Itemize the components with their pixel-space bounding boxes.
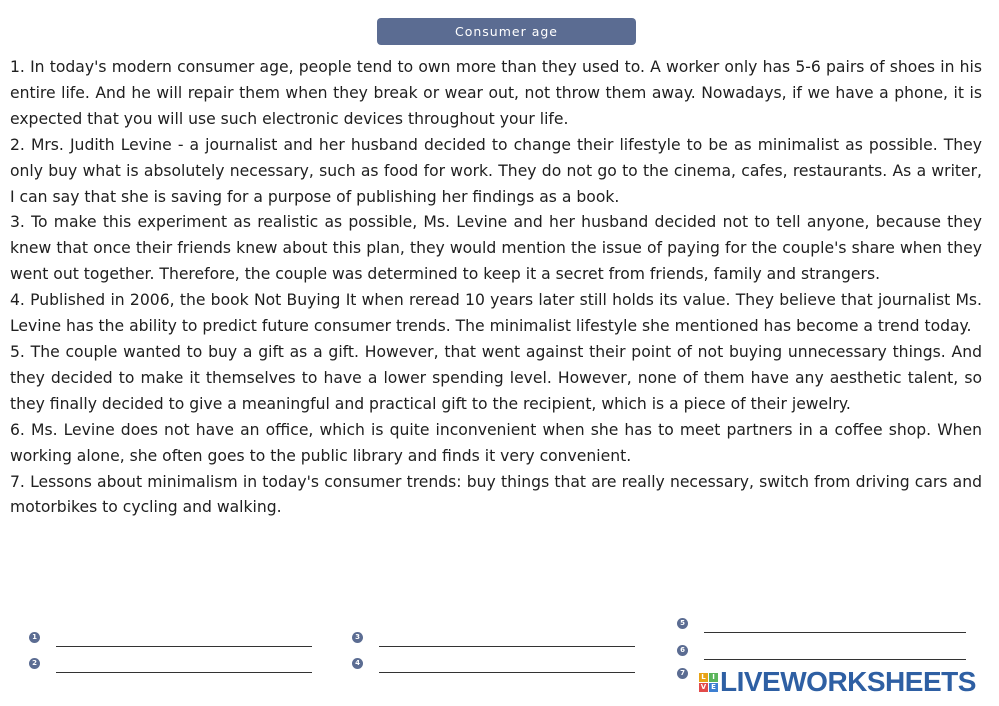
answer-number-badge: 2	[29, 658, 40, 669]
answer-row-5	[677, 614, 966, 633]
answer-row-3	[352, 628, 635, 647]
liveworksheets-logo	[699, 667, 976, 697]
answer-row-4	[352, 654, 635, 673]
logo-text: LIVEWORKSHEETS	[720, 666, 976, 697]
answer-field-1[interactable]	[56, 628, 312, 647]
answer-field-3[interactable]	[379, 628, 635, 647]
title-bar	[377, 18, 636, 45]
answer-field-6[interactable]	[704, 641, 966, 660]
answer-number-badge: 5	[677, 618, 688, 629]
answer-number-badge: 4	[352, 658, 363, 669]
answer-number-badge: 3	[352, 632, 363, 643]
paragraph-2: 2. Mrs. Judith Levine - a journalist and her husband decided to change their lifestyle to be as minimalist as possible. They only buy what is absolutely necessary, such as food for work. They do not go to the cinema, cafes, restaurants. As a writer, I can say that she is saving for a purpose of publishing her findings as a book.	[10, 135, 982, 206]
answer-number-badge: 1	[29, 632, 40, 643]
answer-field-5[interactable]	[704, 614, 966, 633]
paragraph-7: 7. Lessons about minimalism in today's consumer trends: buy things that are really necessary, switch from driving cars and motorbikes to cycling and walking.	[10, 472, 982, 517]
answer-row-6	[677, 641, 966, 660]
paragraph-1: 1. In today's modern consumer age, people tend to own more than they used to. A worker only has 5-6 pairs of shoes in his entire life. And he will repair them when they break or wear out, not throw them away. Nowadays, if we have a phone, it is expected that you will use such electronic devices throughout your life.	[10, 58, 982, 128]
paragraph-3: 3. To make this experiment as realistic as possible, Ms. Levine and her husband decided not to tell anyone, because they knew that once their friends knew about this plan, they would mention the issue of paying for the couple's share when they went out together. Therefore, the couple was determined to keep it a secret from friends, family and strangers.	[10, 213, 982, 284]
answer-row-7	[677, 668, 688, 679]
paragraph-6: 6. Ms. Levine does not have an office, which is quite inconvenient when she has to meet partners in a coffee shop. When working alone, she often goes to the public library and finds it very convenient.	[10, 420, 982, 465]
reading-text	[10, 55, 982, 521]
paragraph-5: 5. The couple wanted to buy a gift as a gift. However, that went against their point of not buying unnecessary things. And they decided to make it themselves to have a lower spending level. However, none of them have any aesthetic talent, so they finally decided to give a meaningful and practical gift to the recipient, which is a piece of their jewelry.	[10, 342, 982, 413]
answer-field-2[interactable]	[56, 654, 312, 673]
answer-number-badge: 7	[677, 668, 688, 679]
answer-row-1	[29, 628, 312, 647]
page-title: Consumer age	[455, 24, 558, 39]
answer-field-4[interactable]	[379, 654, 635, 673]
logo-mark-icon: L I V E	[699, 673, 718, 692]
paragraph-4: 4. Published in 2006, the book Not Buying It when reread 10 years later still holds its value. They believe that journalist Ms. Levine has the ability to predict future consumer trends. The minimalist lifestyle she mentioned has become a trend today.	[10, 291, 982, 336]
answer-number-badge: 6	[677, 645, 688, 656]
answer-row-2	[29, 654, 312, 673]
